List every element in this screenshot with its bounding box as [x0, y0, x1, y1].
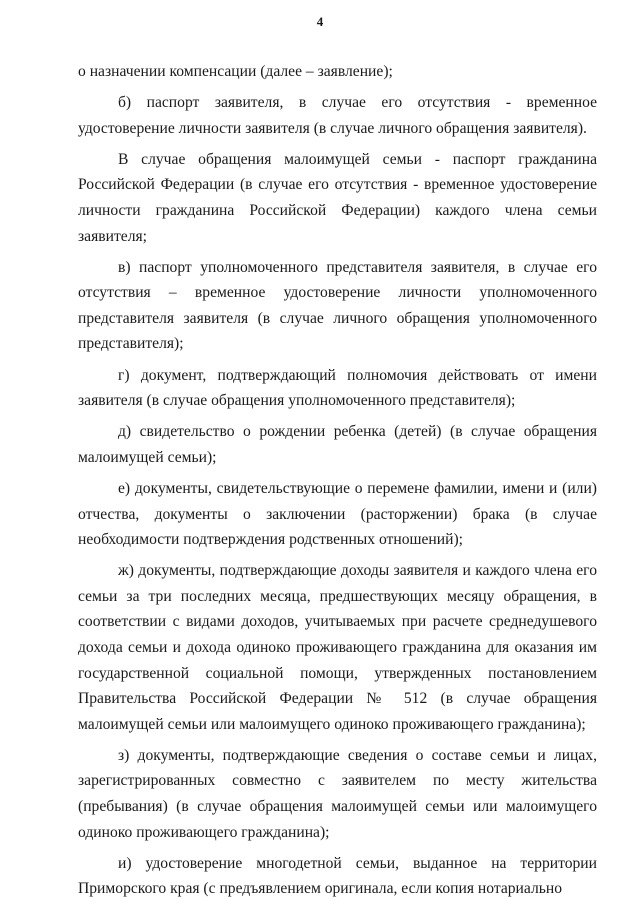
paragraph-item-i: и) удостоверение многодетной семьи, выданное на территории Приморского края (с предъявлением оригинала, если копия нотариально [78, 854, 597, 898]
paragraph-item-v: в) паспорт уполномоченного представителя заявителя, в случае его отсутствия – временное удостоверение личности уполномоченного представителя заявителя (в случае личного обращения уполномоченного представителя); [78, 258, 597, 353]
paragraph-item-b: б) паспорт заявителя, в случае его отсутствия - временное удостоверение личности заявителя (в случае личного обращения заявителя). [78, 94, 597, 137]
page-number: 4 [316, 14, 324, 29]
paragraph-item-g: г) документ, подтверждающий полномочия действовать от имени заявителя (в случае обращения уполномоченного представителя); [78, 366, 597, 410]
paragraph-item-zh: ж) документы, подтверждающие доходы заявителя и каждого члена его семьи за три последних месяца, предшествующих месяцу обращения, в соответствии с видами доходов, учитываемых при расчете среднедушевого дохода семьи и дохода одиноко проживающего гражданина для оказания им государственной социальной помощи, утвержденных постановлением Правительства Российской Федерации № 512 (в случае обращения малоимущей семьи или малоимущего одиноко проживающего гражданина); [78, 562, 597, 733]
paragraph-item-e: е) документы, свидетельствующие о перемене фамилии, имени и (или) отчества, документы о заключении (расторжении) брака (в случае необходимости подтверждения родственных отношений); [78, 479, 597, 549]
paragraph-item-d: д) свидетельство о рождении ребенка (детей) (в случае обращения малоимущей семьи); [78, 423, 597, 466]
paragraph-continuation: о назначении компенсации (далее – заявление); [78, 63, 393, 80]
document-body [78, 59, 597, 907]
paragraph-item-z: з) документы, подтверждающие сведения о составе семьи и лицах, зарегистрированных совместно с заявителем по месту жительства (пребывания) (в случае обращения малоимущей семьи или малоимущего одиноко проживающего гражданина); [78, 746, 597, 841]
paragraph-low-income-family: В случае обращения малоимущей семьи - паспорт гражданина Российской Федерации (в случае его отсутствия - временное удостоверение личности гражданина Российской Федерации) каждого члена семьи заявителя; [78, 150, 597, 245]
